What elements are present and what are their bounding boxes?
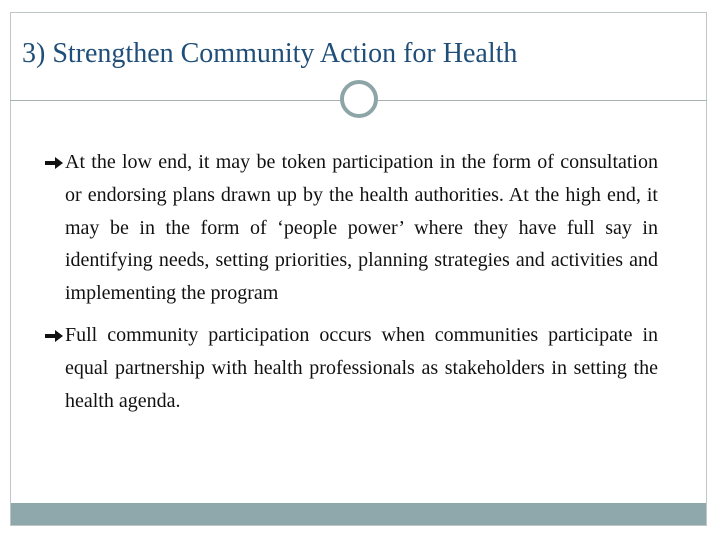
arrow-right-icon xyxy=(44,156,64,170)
bullet-point xyxy=(44,319,658,417)
slide-content xyxy=(44,146,658,426)
footer-bar xyxy=(11,503,706,525)
bullet-text: At the low end, it may be token participation in the form of consultation or endorsing plans drawn up by the health authorities. At the high end, it may be in the form of ‘people power’ where they have full say in identifying needs, setting priorities, planning strategies and activities and implementing the program xyxy=(65,151,658,305)
arrow-right-icon xyxy=(44,329,64,343)
bullet-text: Full community participation occurs when communities participate in equal partnership with health professionals as stakeholders in setting the health agenda. xyxy=(65,323,658,412)
title-ring-ornament xyxy=(340,80,378,118)
bullet-point xyxy=(44,146,658,310)
slide-title: 3) Strengthen Community Action for Health xyxy=(22,38,518,69)
